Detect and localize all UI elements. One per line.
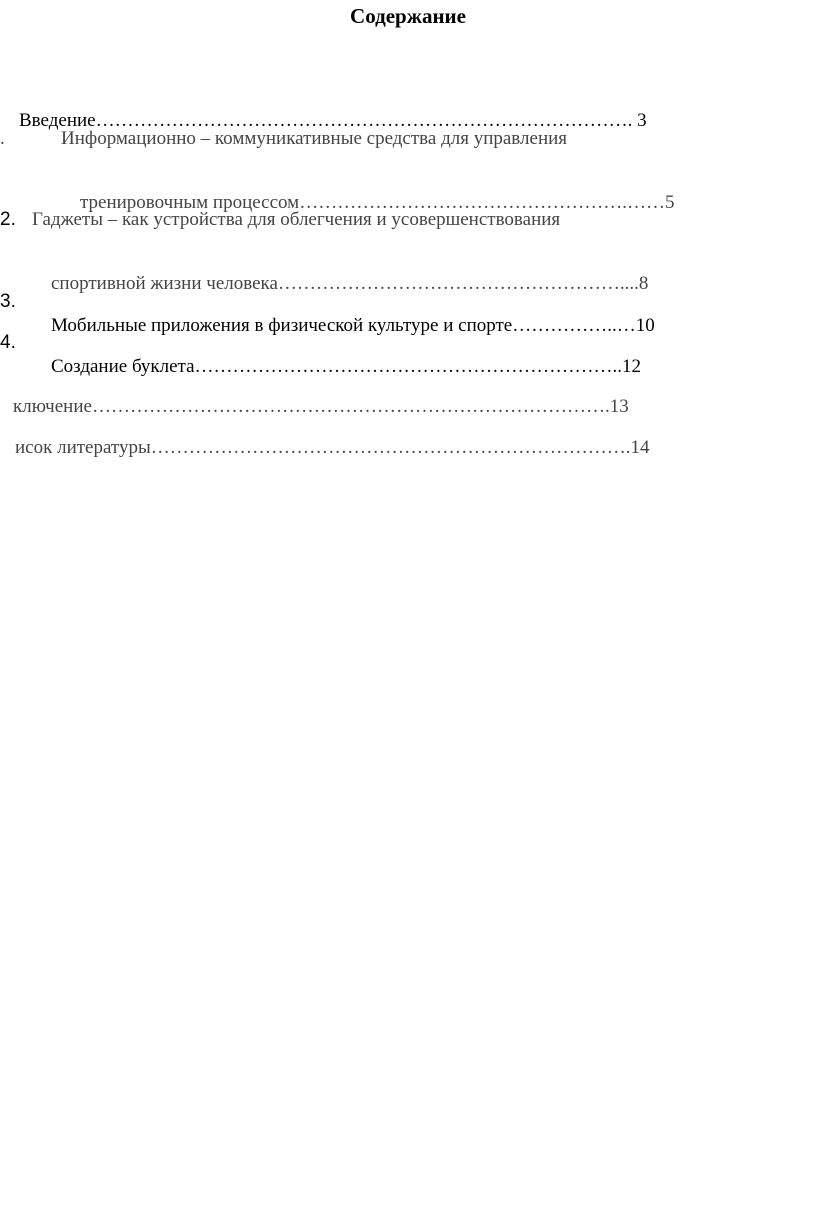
page-title: Содержание [350, 4, 466, 28]
toc-item4-text: Создание буклета [51, 356, 195, 377]
toc-item4-marker: 4. [0, 332, 16, 353]
toc-entry-references-text: исок литературы [15, 437, 151, 458]
toc-item3-marker: 3. [0, 291, 16, 312]
toc-entry-references [0, 412, 649, 484]
toc-entry-references-leader: ………………………………………………………………….14 [150, 437, 650, 458]
toc-item2-line1: Гаджеты – как устройства для облегчения и усовершенствования [32, 209, 561, 230]
toc-entry-conclusion-text: ключение [13, 396, 92, 417]
toc-item4-leader: …………………………………………………………..12 [194, 356, 642, 377]
toc-item1-marker: . [0, 128, 5, 149]
toc-item1-line2-text: тренировочным процессом [80, 192, 300, 213]
toc-entry-conclusion-leader: ……………………………………………………………………….13 [91, 396, 629, 417]
toc-item3-text: Мобильные приложения в физической культуре и спорте [51, 315, 513, 336]
toc-item2-marker: 2. [0, 209, 16, 230]
toc-item2-leader: ………………………………………………....8 [277, 273, 649, 294]
toc-item2-line2-text: спортивной жизни человека [51, 273, 278, 294]
toc-item1-leader: …………………………………………….……5 [299, 192, 675, 213]
toc-item1-line1: Информационно – коммуникативные средства для управления [61, 128, 568, 149]
toc-entry-intro-leader: …………………………………………………………………………. 3 [95, 110, 647, 131]
toc-entry-intro-text: Введение [19, 110, 96, 131]
toc-item3-leader: ……………..…10 [512, 315, 655, 336]
